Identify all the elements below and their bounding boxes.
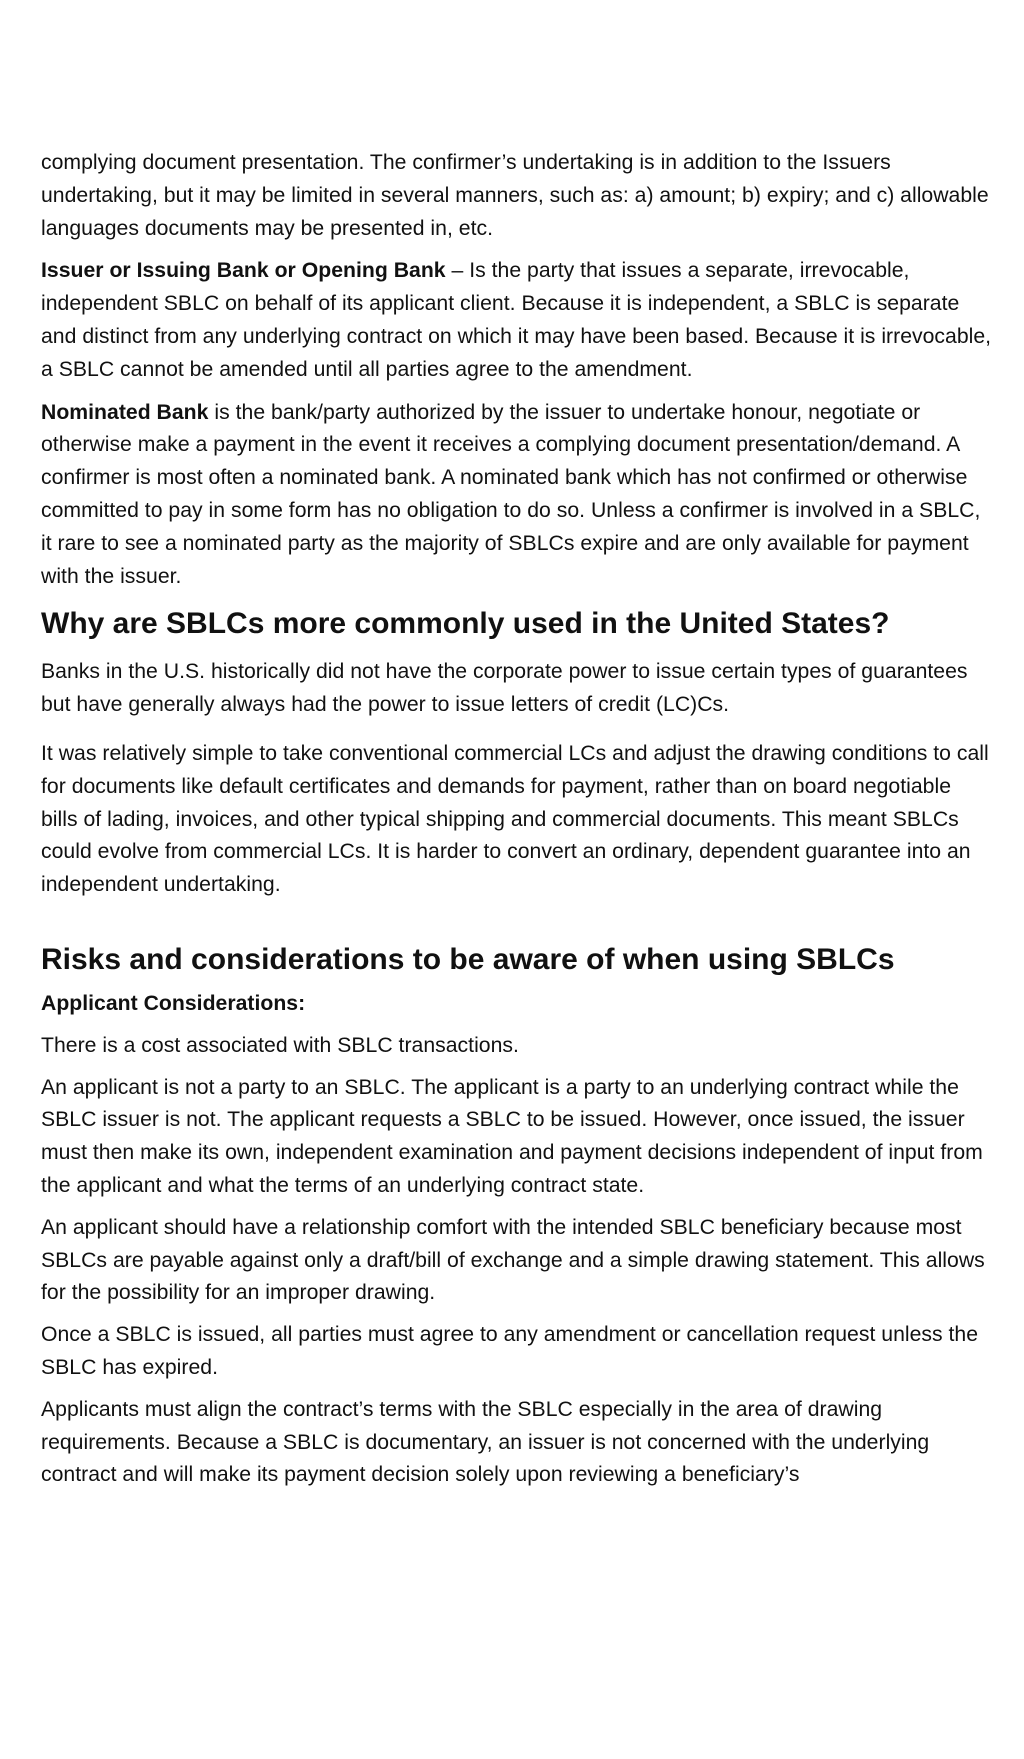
- definition-issuer: – Is the party that issues a separate, irrevocable, independent SBLC on behalf of its applicant client. Because it is independent, a SBLC is separate and distinct from any underlying contract on which it may have been based. Because it is irrevocable, a SBLC cannot be amended until all parties agree to the amendment.: [41, 259, 992, 381]
- paragraph-cost: There is a cost associated with SBLC transactions.: [41, 1033, 519, 1057]
- paragraph-amendment: Once a SBLC is issued, all parties must agree to any amendment or cancellation request unless the SBLC has expired.: [41, 1323, 979, 1379]
- paragraph-us-banks: Banks in the U.S. historically did not have the corporate power to issue certain types of guarantees but have generally always had the power to issue letters of credit (LC)Cs.: [41, 660, 968, 717]
- term-nominated-bank: Nominated Bank: [41, 400, 209, 424]
- document-body: [41, 147, 993, 1492]
- paragraph-nominated-bank: [41, 397, 993, 594]
- paragraph-confirmer-continued: complying document presentation. The confirmer’s undertaking is in addition to the Issuers undertaking, but it may be limited in several manners, such as: a) amount; b) expiry; and c) allowable languages documents may be presented in, etc.: [41, 151, 989, 240]
- term-issuer: Issuer or Issuing Bank or Opening Bank: [41, 259, 446, 283]
- paragraph-issuer: [41, 255, 993, 386]
- paragraph-us-evolution: It was relatively simple to take conventional commercial LCs and adjust the drawing conditions to call for documents like default certificates and demands for payment, rather than on board negotiable bills of lading, invoices, and other typical shipping and commercial documents. This meant SBLCs could evolve from commercial LCs. It is harder to convert an ordinary, dependent guarantee into an independent undertaking.: [41, 741, 989, 897]
- paragraph-applicant-not-party: An applicant is not a party to an SBLC. The applicant is a party to an underlying contract while the SBLC issuer is not. The applicant requests a SBLC to be issued. However, once issued, the issuer must then make its own, independent examination and payment decisions independent of input from the applicant and what the terms of an underlying contract state.: [41, 1075, 983, 1197]
- definition-nominated-bank: is the bank/party authorized by the issuer to undertake honour, negotiate or otherwise make a payment in the event it receives a complying document presentation/demand. A confirmer is most often a nominated bank. A nominated bank which has not confirmed or otherwise committed to pay in some form has no obligation to do so. Unless a confirmer is involved in a SBLC, it rare to see a nominated party as the majority of SBLCs expire and are only available for payment with the issuer.: [41, 400, 981, 588]
- paragraph-align-contract: Applicants must align the contract’s terms with the SBLC especially in the area of drawing requirements. Because a SBLC is documentary, an issuer is not concerned with the underlying contract and will make its payment decision solely upon reviewing a beneficiary’s: [41, 1397, 930, 1487]
- paragraph-relationship-comfort: An applicant should have a relationship comfort with the intended SBLC beneficiary because most SBLCs are payable against only a draft/bill of exchange and a simple drawing statement. This allows for the possibility for an improper drawing.: [41, 1215, 985, 1305]
- heading-risks: Risks and considerations to be aware of when using SBLCs: [41, 942, 895, 976]
- heading-why-us: Why are SBLCs more commonly used in the United States?: [41, 607, 890, 641]
- subheading-applicant-considerations: Applicant Considerations:: [41, 991, 306, 1015]
